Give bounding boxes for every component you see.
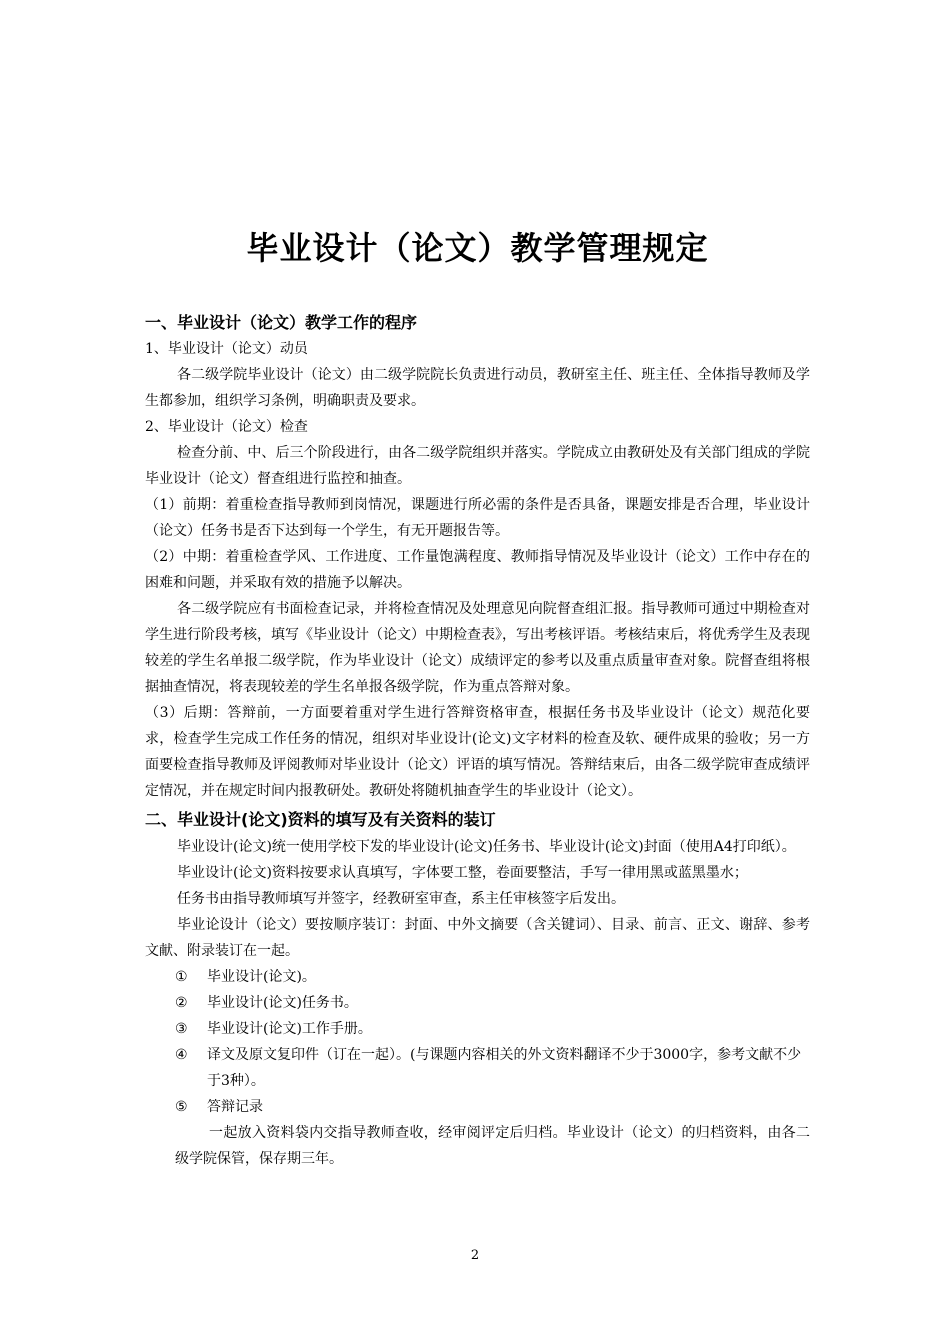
- list-item-text: 毕业设计(论文)任务书。: [207, 995, 358, 1011]
- paragraph-mid-stage: （2）中期：着重检查学风、工作进度、工作量饱满程度、教师指导情况及毕业设计（论文）工作中存在的困难和问题，并采取有效的措施予以解决。: [145, 549, 810, 591]
- section-materials: [145, 806, 810, 1172]
- paragraph: 任务书由指导教师填写并签字，经教研室审查，系主任审核签字后发出。: [177, 891, 625, 907]
- paragraph-early-stage: （1）前期：着重检查指导教师到岗情况，课题进行所必需的条件是否具备，课题安排是否合理，毕业设计（论文）任务书是否下达到每一个学生，有无开题报告等。: [145, 497, 810, 539]
- document-body: [145, 222, 810, 1172]
- page-number: 2: [470, 1248, 480, 1263]
- paragraph: 毕业论设计（论文）要按顺序装订：封面、中外文摘要（含关键词）、目录、前言、正文、谢辞、参考文献、附录装订在一起。: [145, 917, 810, 959]
- list-item: [145, 964, 810, 990]
- subsection-title-mobilization: 1、毕业设计（论文）动员: [145, 341, 308, 357]
- list-item-text: 毕业设计(论文)。: [207, 969, 316, 985]
- list-marker: ③: [175, 1021, 188, 1037]
- document-title: 毕业设计（论文）教学管理规定: [246, 229, 709, 267]
- list-item-text: 毕业设计(论文)工作手册。: [207, 1021, 372, 1037]
- list-item: [145, 1042, 810, 1094]
- paragraph: 毕业设计(论文)资料按要求认真填写，字体要工整，卷面要整洁，手写一律用黑或蓝黑墨水；: [177, 865, 748, 881]
- list-marker: ②: [175, 995, 188, 1011]
- section-heading-1: 一、毕业设计（论文）教学工作的程序: [145, 313, 418, 332]
- list-item-text: 译文及原文复印件（订在一起）。(与课题内容相关的外文资料翻译不少于3000字，参考文献不少于3种）。: [207, 1047, 802, 1089]
- paragraph-late-stage: （3）后期：答辩前，一方面要着重对学生进行答辩资格审查，根据任务书及毕业设计（论文）规范化要求，检查学生完成工作任务的情况，组织对毕业设计(论文)文字材料的检查及软、硬件成果的验收；另一方面要检查指导教师及评阅教师对毕业设计（论文）评语的填写情况。答辩结束后，由各二级学院审查成绩评定情况，并在规定时间内报教研处。教研处将随机抽查学生的毕业设计（论文）。: [145, 705, 810, 799]
- list-item: [145, 1094, 810, 1120]
- paragraph: 各二级学院应有书面检查记录，并将检查情况及处理意见向院督查组汇报。指导教师可通过中期检查对学生进行阶段考核，填写《毕业设计（论文）中期检查表》，写出考核评语。考核结束后，将优秀学生及表现较差的学生名单报二级学院，作为毕业设计（论文）成绩评定的参考以及重点质量审查对象。院督查组将根据抽查情况，将表现较差的学生名单报各级学院，作为重点答辩对象。: [145, 601, 810, 695]
- list-item: [145, 1016, 810, 1042]
- list-marker: ⑤: [175, 1099, 188, 1115]
- list-item: [145, 990, 810, 1016]
- paragraph: 各二级学院毕业设计（论文）由二级学院院长负责进行动员，教研室主任、班主任、全体指导教师及学生都参加，组织学习条例，明确职责及要求。: [145, 367, 810, 409]
- list-item-text: 答辩记录: [207, 1099, 263, 1115]
- list-marker: ①: [175, 969, 188, 985]
- paragraph-archive: 一起放入资料袋内交指导教师查收，经审阅评定后归档。毕业设计（论文）的归档资料，由各二级学院保管，保存期三年。: [175, 1125, 810, 1167]
- paragraph: 毕业设计(论文)统一使用学校下发的毕业设计(论文)任务书、毕业设计(论文)封面（使用A4打印纸）。: [177, 839, 796, 855]
- paragraph: 检查分前、中、后三个阶段进行，由各二级学院组织并落实。学院成立由教研处及有关部门组成的学院毕业设计（论文）督查组进行监控和抽查。: [145, 445, 810, 487]
- binding-order-list: [145, 964, 810, 1120]
- list-marker: ④: [175, 1047, 188, 1063]
- section-procedure: [145, 310, 810, 804]
- section-heading-2: 二、毕业设计(论文)资料的填写及有关资料的装订: [145, 810, 496, 829]
- subsection-title-inspection: 2、毕业设计（论文）检查: [145, 419, 308, 435]
